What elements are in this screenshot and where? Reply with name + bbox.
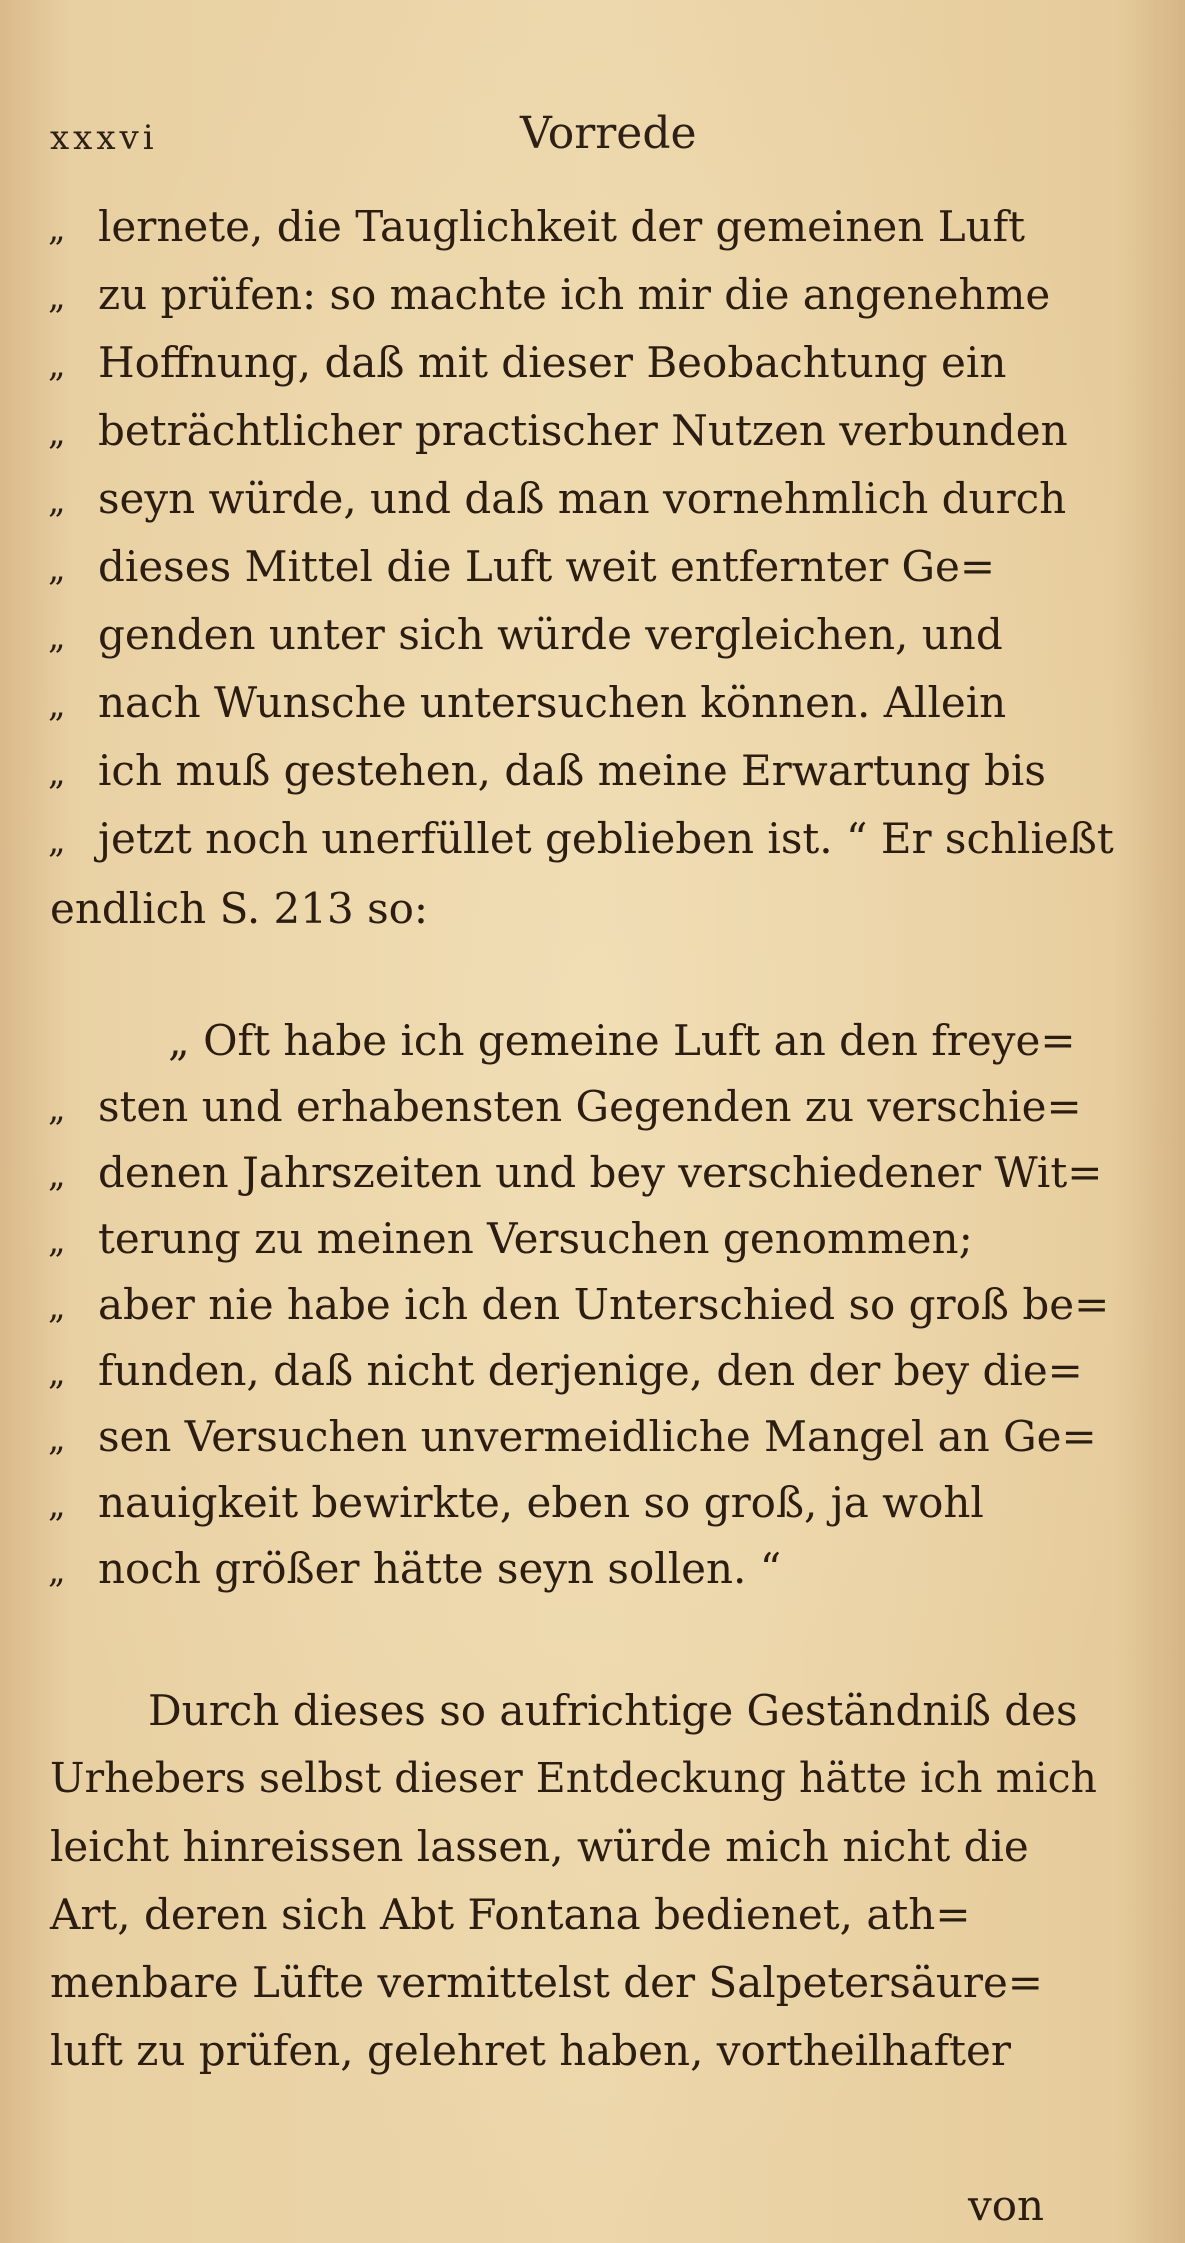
quote-mark: „ (48, 1089, 66, 1129)
text-line: noch größer hätte seyn sollen. “ (98, 1544, 782, 1593)
text-line: luft zu prüfen, gelehret haben, vortheilhafter (50, 2026, 1011, 2075)
quote-mark: „ (48, 549, 66, 589)
quote-mark: „ (48, 345, 66, 385)
catchword: von (968, 2181, 1045, 2230)
text-line: nach Wunsche untersuchen können. Allein (98, 678, 1007, 727)
text-line: ich muß gestehen, daß meine Erwartung bis (98, 746, 1046, 795)
page-header (50, 108, 1130, 168)
text-line: lernete, die Tauglichkeit der gemeinen Luft (98, 202, 1026, 251)
text-line: endlich S. 213 so: (50, 884, 429, 933)
text-line: genden unter sich würde vergleichen, und (98, 610, 1003, 659)
text-line: Hoffnung, daß mit dieser Beobachtung ein (98, 338, 1007, 387)
page-number: xxxvi (50, 118, 158, 158)
text-line: zu prüfen: so machte ich mir die angenehme (98, 270, 1051, 319)
quote-mark: „ (48, 1353, 66, 1393)
text-line: „ Oft habe ich gemeine Luft an den freye= (168, 1016, 1076, 1065)
quote-mark: „ (48, 1155, 66, 1195)
text-line: sen Versuchen unvermeidliche Mangel an Ge= (98, 1412, 1097, 1461)
text-line: aber nie habe ich den Unterschied so groß be= (98, 1280, 1110, 1329)
quote-mark: „ (48, 1551, 66, 1591)
quote-mark: „ (48, 209, 66, 249)
quote-mark: „ (48, 1419, 66, 1459)
text-line: nauigkeit bewirkte, eben so groß, ja wohl (98, 1478, 984, 1527)
quote-mark: „ (48, 413, 66, 453)
quote-mark: „ (48, 821, 66, 861)
quote-mark: „ (48, 481, 66, 521)
text-line: Art, deren sich Abt Fontana bedienet, ath= (50, 1890, 971, 1939)
quote-mark: „ (48, 1287, 66, 1327)
quote-mark: „ (48, 753, 66, 793)
quote-mark: „ (48, 1221, 66, 1261)
text-line: leicht hinreissen lassen, würde mich nicht die (50, 1822, 1029, 1871)
text-line: denen Jahrszeiten und bey verschiedener Wit= (98, 1148, 1103, 1197)
text-line: dieses Mittel die Luft weit entfernter Ge= (98, 542, 996, 591)
running-head: Vorrede (520, 108, 697, 159)
text-line: Durch dieses so aufrichtige Geständniß des (148, 1686, 1078, 1735)
quote-mark: „ (48, 277, 66, 317)
quote-mark: „ (48, 1485, 66, 1525)
text-line: sten und erhabensten Gegenden zu verschie= (98, 1082, 1082, 1131)
text-line: funden, daß nicht derjenige, den der bey die= (98, 1346, 1083, 1395)
text-line: jetzt noch unerfüllet geblieben ist. “ Er schließt (98, 814, 1114, 863)
text-line: seyn würde, und daß man vornehmlich durch (98, 474, 1067, 523)
text-line: terung zu meinen Versuchen genommen; (98, 1214, 973, 1263)
text-line: Urhebers selbst dieser Entdeckung hätte ich mich (50, 1754, 1097, 1802)
text-line: menbare Lüfte vermittelst der Salpetersäure= (50, 1958, 1043, 2007)
quote-mark: „ (48, 685, 66, 725)
text-line: beträchtlicher practischer Nutzen verbunden (98, 406, 1068, 455)
quote-mark: „ (48, 617, 66, 657)
